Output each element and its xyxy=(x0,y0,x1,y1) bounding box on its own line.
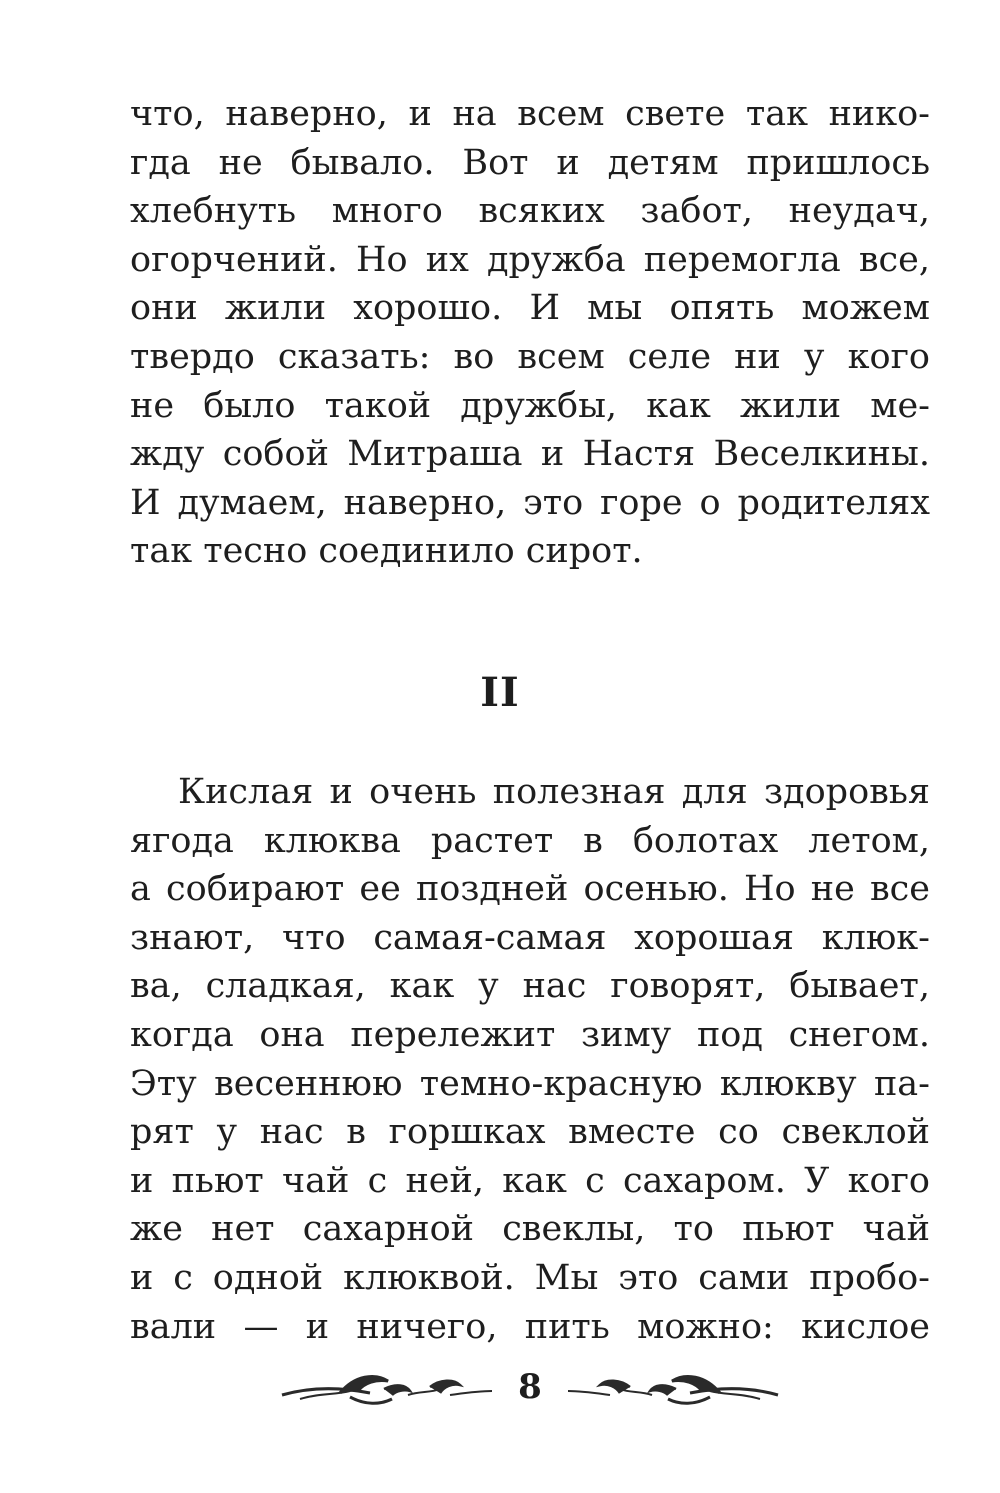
flourish-ornament-left-icon xyxy=(280,1365,500,1415)
text-line: что, наверно, и на всем свете так нико- xyxy=(130,94,930,134)
text-line: а собирают ее поздней осенью. Но не все xyxy=(130,869,930,910)
text-line: так тесно соединило сирот. xyxy=(130,531,643,572)
paragraph-continued xyxy=(130,90,930,576)
paragraph xyxy=(130,768,930,1351)
text-line: ва, сладкая, как у нас говорят, бывает, xyxy=(130,966,930,1007)
text-line: Кислая и очень полезная для здоровья xyxy=(178,772,930,812)
text-line: Эту весеннюю темно-красную клюкву па- xyxy=(130,1063,930,1104)
text-line: когда она перележит зиму под снегом. xyxy=(130,1014,930,1055)
page-number: 8 xyxy=(518,1367,542,1407)
text-line: знают, что самая-самая хорошая клюк- xyxy=(130,917,930,958)
page-footer xyxy=(260,1365,800,1415)
chapter-heading: II xyxy=(480,669,520,716)
flourish-ornament-right-icon xyxy=(560,1365,780,1415)
text-line: И думаем, наверно, это горе о родителях xyxy=(130,482,930,523)
text-line: не было такой дружбы, как жили ме- xyxy=(130,385,930,426)
text-line: же нет сахарной свеклы, то пьют чай xyxy=(130,1209,930,1250)
text-line: вали — и ничего, пить можно: кислое xyxy=(130,1306,930,1347)
text-line: твердо сказать: во всем селе ни у кого xyxy=(130,336,930,377)
text-line: жду собой Митраша и Настя Веселкины. xyxy=(130,434,930,475)
text-line: и пьют чай с ней, как с сахаром. У кого xyxy=(130,1160,930,1201)
text-line: ягода клюква растет в болотах летом, xyxy=(130,820,930,861)
text-line: гда не бывало. Вот и детям пришлось xyxy=(130,142,930,183)
text-line: и с одной клюквой. Мы это сами пробо- xyxy=(130,1257,930,1298)
text-line: хлебнуть много всяких забот, неудач, xyxy=(130,191,930,232)
text-line: они жили хорошо. И мы опять можем xyxy=(130,288,930,329)
text-line: рят у нас в горшках вместе со свеклой xyxy=(130,1112,930,1153)
text-line: огорчений. Но их дружба перемогла все, xyxy=(130,239,930,280)
